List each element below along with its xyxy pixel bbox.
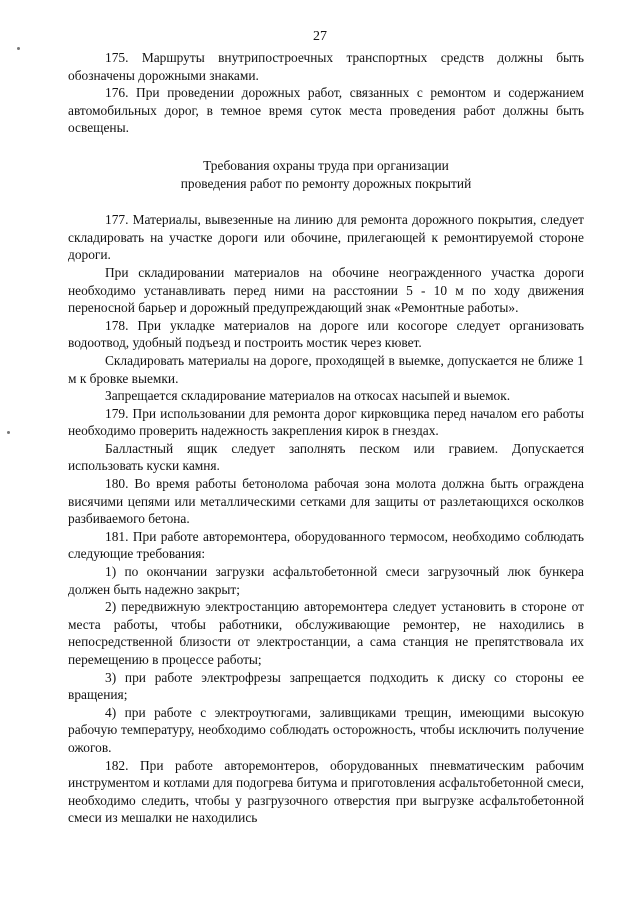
margin-mark <box>7 431 10 434</box>
paragraph-178-slope-prohibition: Запрещается складирование материалов на откосах насыпей и выемок. <box>105 388 511 404</box>
paragraph-179-ballast-box: Балластный ящик следует заполнять песком или гравием. Допускается использовать куски камня. <box>68 440 584 474</box>
paragraph-177-shoulder-storage: При складировании материалов на обочине неогражденного участка дороги необходимо устанавливать перед ними на расстоянии 5 - 10 м по ходу движения переносной барьер и дорожный предупреждающий знак «Ремонтные работы». <box>68 264 584 316</box>
paragraph-181-item-2: 2) передвижную электростанцию авторемонтера следует установить в стороне от места работы, чтобы работники, обслуживающие ремонтер, не находились в непосредственной близости от электростанции, а сама станция не препятствовала их перемещению в процессе работы; <box>68 599 584 667</box>
paragraph-179: 179. При использовании для ремонта дорог кирковщика перед началом его работы необходимо проверить надежность закрепления кирок в гнездах. <box>68 405 584 439</box>
page-number: 27 <box>313 29 327 44</box>
paragraph-181: 181. При работе авторемонтера, оборудованного термосом, необходимо соблюдать следующие требования: <box>68 528 584 562</box>
paragraph-181-item-3: 3) при работе электрофрезы запрещается подходить к диску со стороны ее вращения; <box>68 669 584 703</box>
section-heading <box>68 157 584 192</box>
paragraph-180: 180. Во время работы бетонолома рабочая зона молота должна быть ограждена висячими цепями или металлическими сетками для защиты от разлетающихся осколков разбиваемого бетона. <box>68 476 584 527</box>
paragraph-181-item-4: 4) при работе с электроутюгами, заливщиками трещин, имеющими высокую рабочую температуру, необходимо соблюдать осторожность, чтобы исключить получение ожогов. <box>68 704 584 755</box>
margin-mark <box>17 47 20 50</box>
paragraph-181-item-1: 1) по окончании загрузки асфальтобетонной смеси загрузочный люк бункера должен быть надежно закрыт; <box>68 564 584 597</box>
document-body <box>68 49 584 827</box>
paragraph-177: 177. Материалы, вывезенные на линию для ремонта дорожного покрытия, следует складировать на участке дороги или обочине, прилегающей к ремонтируемой стороне дороги. <box>68 212 584 263</box>
section-heading-line-2: проведения работ по ремонту дорожных покрытий <box>180 175 472 191</box>
paragraph-178-cut-storage: Складировать материалы на дороге, проходящей в выемке, допускается не ближе 1 м к бровке выемки. <box>68 352 584 386</box>
paragraph-175: 175. Маршруты внутрипостроечных транспортных средств должны быть обозначены дорожными знаками. <box>68 50 584 83</box>
section-heading-line-1: Требования охраны труда при организации <box>203 157 449 173</box>
paragraph-178: 178. При укладке материалов на дороге или косогоре следует организовать водоотвод, удобный подъезд и построить мостик через кювет. <box>68 317 584 351</box>
paragraph-182: 182. При работе авторемонтеров, оборудованных пневматическим рабочим инструментом и котлами для подогрева битума и приготовления асфальтобетонной смеси, необходимо следить, чтобы у разгрузочного отверстия при выгрузке асфальтобетонной смеси из мешалки не находились <box>68 757 584 826</box>
paragraph-176: 176. При проведении дорожных работ, связанных с ремонтом и содержанием автомобильных дорог, в темное время суток места проведения работ должны быть освещены. <box>68 85 584 136</box>
